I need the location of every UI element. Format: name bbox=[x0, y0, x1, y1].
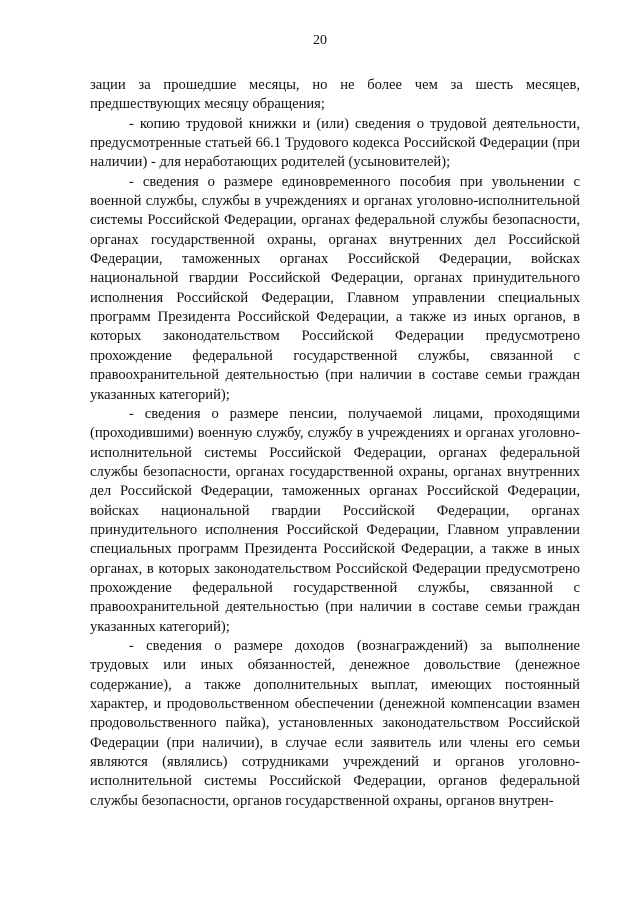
paragraph-pension-info: - сведения о размере пенсии, получаемой лицами, проходящими (проходившими) военную службу, службу в учреждениях и органах уголовно-исполнительной системы Российской Федерации, органах федеральной службы безопасности, органах государственной охраны, органах внутренних дел Российской Федерации, таможенных органах Российской Федерации, войсках национальной гвардии Российской Федерации, органах принудительного исполнения Российской Федерации, Главном управлении специальных программ Президента Российской Федерации, а также в иных органах, в которых законодательством Российской Федерации предусмотрено прохождение федеральной государственной службы, связанной с правоохранительной деятельностью (при наличии в составе семьи граждан указанных категорий); bbox=[90, 405, 580, 635]
paragraph-continuation: зации за прошедшие месяцы, но не более чем за шесть месяцев, предшествующих месяцу обращения; bbox=[90, 77, 580, 113]
document-body bbox=[90, 76, 580, 811]
paragraph-income-info: - сведения о размере доходов (вознаграждений) за выполнение трудовых или иных обязанностей, денежное довольствие (денежное содержание), а также дополнительных выплат, имеющих постоянный характер, и продовольственном обеспечении (денежной компенсации взамен продовольственного пайка), установленных законодательством Российской Федерации (при наличии), в случае если заявитель или члены его семьи являются (являлись) сотрудниками учреждений и органов уголовно-исполнительной системы Российской Федерации, органов федеральной службы безопасности, органов государственной охраны, органов внутрен- bbox=[90, 637, 580, 809]
page-number: 20 bbox=[313, 33, 327, 48]
paragraph-employment-record: - копию трудовой книжки и (или) сведения о трудовой деятельности, предусмотренные статьей 66.1 Трудового кодекса Российской Федерации (при наличии) - для неработающих родителей (усыновителей); bbox=[90, 115, 580, 171]
paragraph-severance-allowance: - сведения о размере единовременного пособия при увольнении с военной службы, службы в учреждениях и органах уголовно-исполнительной системы Российской Федерации, органах федеральной службы безопасности, органах государственной охраны, органах внутренних дел Российской Федерации, таможенных органах Российской Федерации, войсках национальной гвардии Российской Федерации, органах принудительного исполнения Российской Федерации, Главном управлении специальных программ Президента Российской Федерации, а также из иных органов, в которых законодательством Российской Федерации предусмотрено прохождение федеральной государственной службы, связанной с правоохранительной деятельностью (при наличии в составе семьи граждан указанных категорий); bbox=[90, 173, 580, 403]
